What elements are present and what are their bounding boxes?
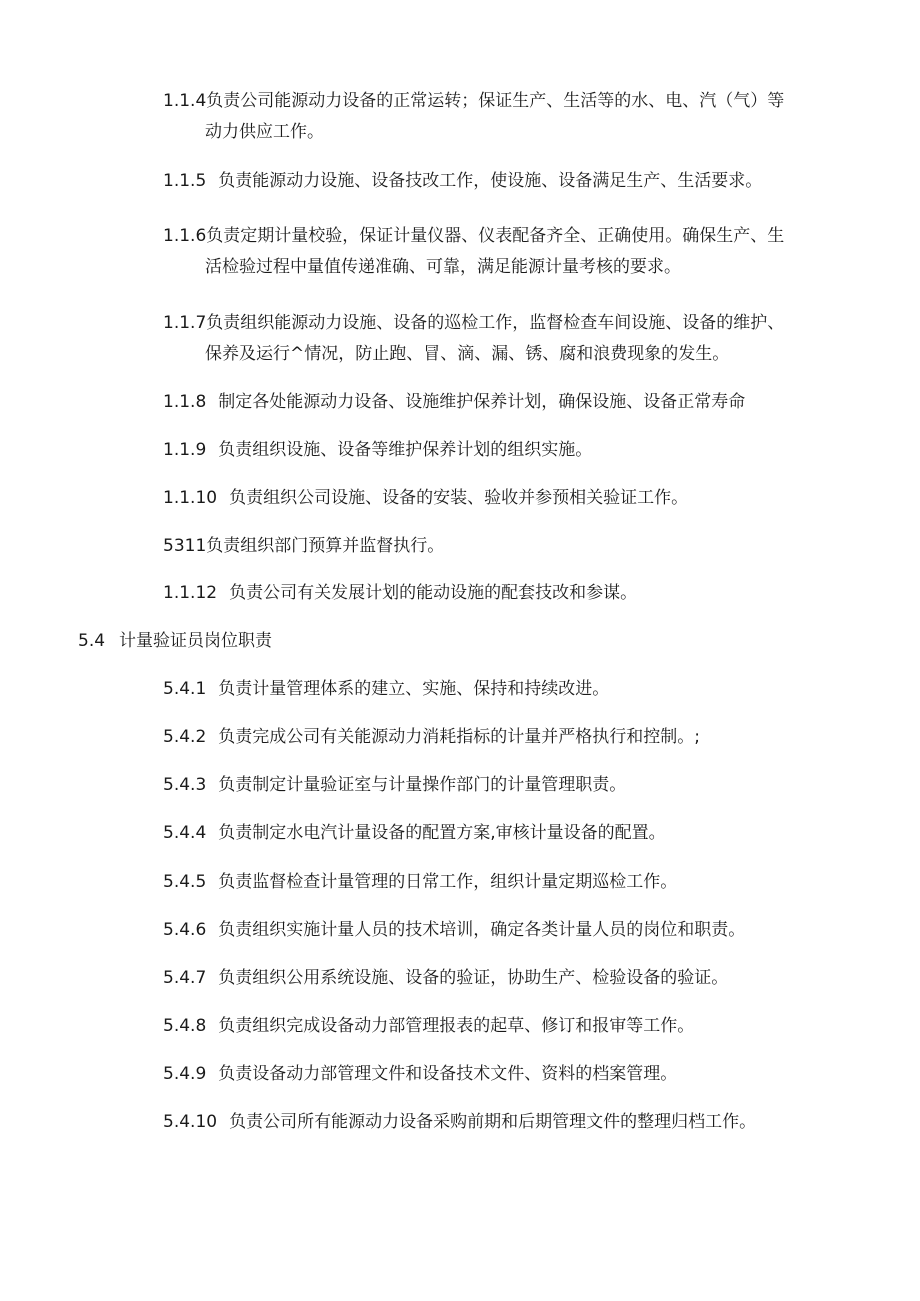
clause-1-1-4 [163, 86, 843, 148]
clause-text: 负责组织设施、设备等维护保养计划的组织实施。 [218, 440, 593, 460]
clause-number: 1.1.8 [163, 392, 207, 412]
clause-text: 负责监督检查计量管理的日常工作，组织计量定期巡检工作。 [218, 872, 678, 892]
clause-text-line2: 活检验过程中量值传递准确、可靠，满足能源计量考核的要求。 [205, 257, 681, 277]
clause-5311 [163, 531, 444, 562]
clause-number: 5.4.8 [163, 1016, 207, 1036]
clause-number: 1.1.4 [163, 91, 207, 111]
clause-1-1-8 [163, 387, 745, 418]
clause-5-4-5 [163, 867, 677, 898]
clause-number: 5.4.10 [163, 1112, 218, 1132]
clause-number: 5.4.7 [163, 968, 207, 988]
clause-1-1-12 [163, 578, 637, 609]
clause-text: 负责能源动力设施、设备技改工作，使设施、设备满足生产、生活要求。 [218, 171, 763, 191]
clause-5-4-9 [163, 1059, 677, 1090]
clause-number: 5.4.2 [163, 727, 207, 747]
clause-5-4-8 [163, 1011, 694, 1042]
clause-5-4-7 [163, 963, 728, 994]
clause-5-4-10 [163, 1107, 756, 1138]
clause-1-1-9 [163, 435, 592, 466]
clause-text: 负责制定水电汽计量设备的配置方案,审核计量设备的配置。 [218, 823, 666, 843]
section-title: 计量验证员岗位职责 [119, 631, 273, 651]
clause-1-1-10 [163, 483, 688, 514]
section-heading-5-4 [78, 626, 272, 657]
clause-5-4-3 [163, 770, 626, 801]
clause-1-1-5 [163, 166, 762, 197]
clause-text: 负责组织实施计量人员的技术培训，确定各类计量人员的岗位和职责。 [218, 920, 746, 940]
clause-1-1-6 [163, 221, 843, 283]
clause-text: 负责制定计量验证室与计量操作部门的计量管理职责。 [218, 775, 627, 795]
clause-number: 5311 [163, 536, 207, 556]
clause-number: 1.1.6 [163, 226, 207, 246]
clause-number: 5.4.5 [163, 872, 207, 892]
clause-text-line1: 负责公司能源动力设备的正常运转；保证生产、生活等的水、电、汽（气）等 [206, 91, 785, 111]
clause-text: 负责组织完成设备动力部管理报表的起草、修订和报审等工作。 [218, 1016, 695, 1036]
clause-text-line2: 保养及运行^情况，防止跑、冒、滴、漏、锈、腐和浪费现象的发生。 [205, 344, 730, 364]
clause-5-4-6 [163, 915, 745, 946]
clause-number: 5.4.4 [163, 823, 207, 843]
clause-number: 1.1.9 [163, 440, 207, 460]
clause-text: 负责公司有关发展计划的能动设施的配套技改和参谋。 [229, 583, 638, 603]
clause-5-4-2 [163, 722, 700, 753]
clause-number: 5.4.1 [163, 679, 207, 699]
clause-number: 1.1.7 [163, 313, 207, 333]
clause-number: 5.4.6 [163, 920, 207, 940]
clause-number: 1.1.10 [163, 488, 218, 508]
clause-number: 5.4.3 [163, 775, 207, 795]
clause-5-4-4 [163, 818, 666, 849]
clause-text-line1: 负责定期计量校验，保证计量仪器、仪表配备齐全、正确使用。确保生产、生 [206, 226, 785, 246]
clause-text-line2: 动力供应工作。 [205, 122, 324, 142]
clause-text: 负责设备动力部管理文件和设备技术文件、资料的档案管理。 [218, 1064, 678, 1084]
clause-text: 负责计量管理体系的建立、实施、保持和持续改进。 [218, 679, 610, 699]
clause-text: 负责组织部门预算并监督执行。 [206, 536, 445, 556]
clause-text-line1: 负责组织能源动力设施、设备的巡检工作，监督检查车间设施、设备的维护、 [206, 313, 785, 333]
section-number: 5.4 [78, 631, 106, 651]
clause-text: 负责公司所有能源动力设备采购前期和后期管理文件的整理归档工作。 [229, 1112, 757, 1132]
clause-5-4-1 [163, 674, 609, 705]
clause-number: 5.4.9 [163, 1064, 207, 1084]
clause-number: 1.1.12 [163, 583, 218, 603]
clause-text: 制定各处能源动力设备、设施维护保养计划，确保设施、设备正常寿命 [218, 392, 746, 412]
clause-number: 1.1.5 [163, 171, 207, 191]
clause-1-1-7 [163, 308, 843, 370]
clause-text: 负责完成公司有关能源动力消耗指标的计量并严格执行和控制。; [218, 727, 700, 747]
clause-text: 负责组织公用系统设施、设备的验证，协助生产、检验设备的验证。 [218, 968, 729, 988]
clause-text: 负责组织公司设施、设备的安装、验收并参预相关验证工作。 [229, 488, 689, 508]
